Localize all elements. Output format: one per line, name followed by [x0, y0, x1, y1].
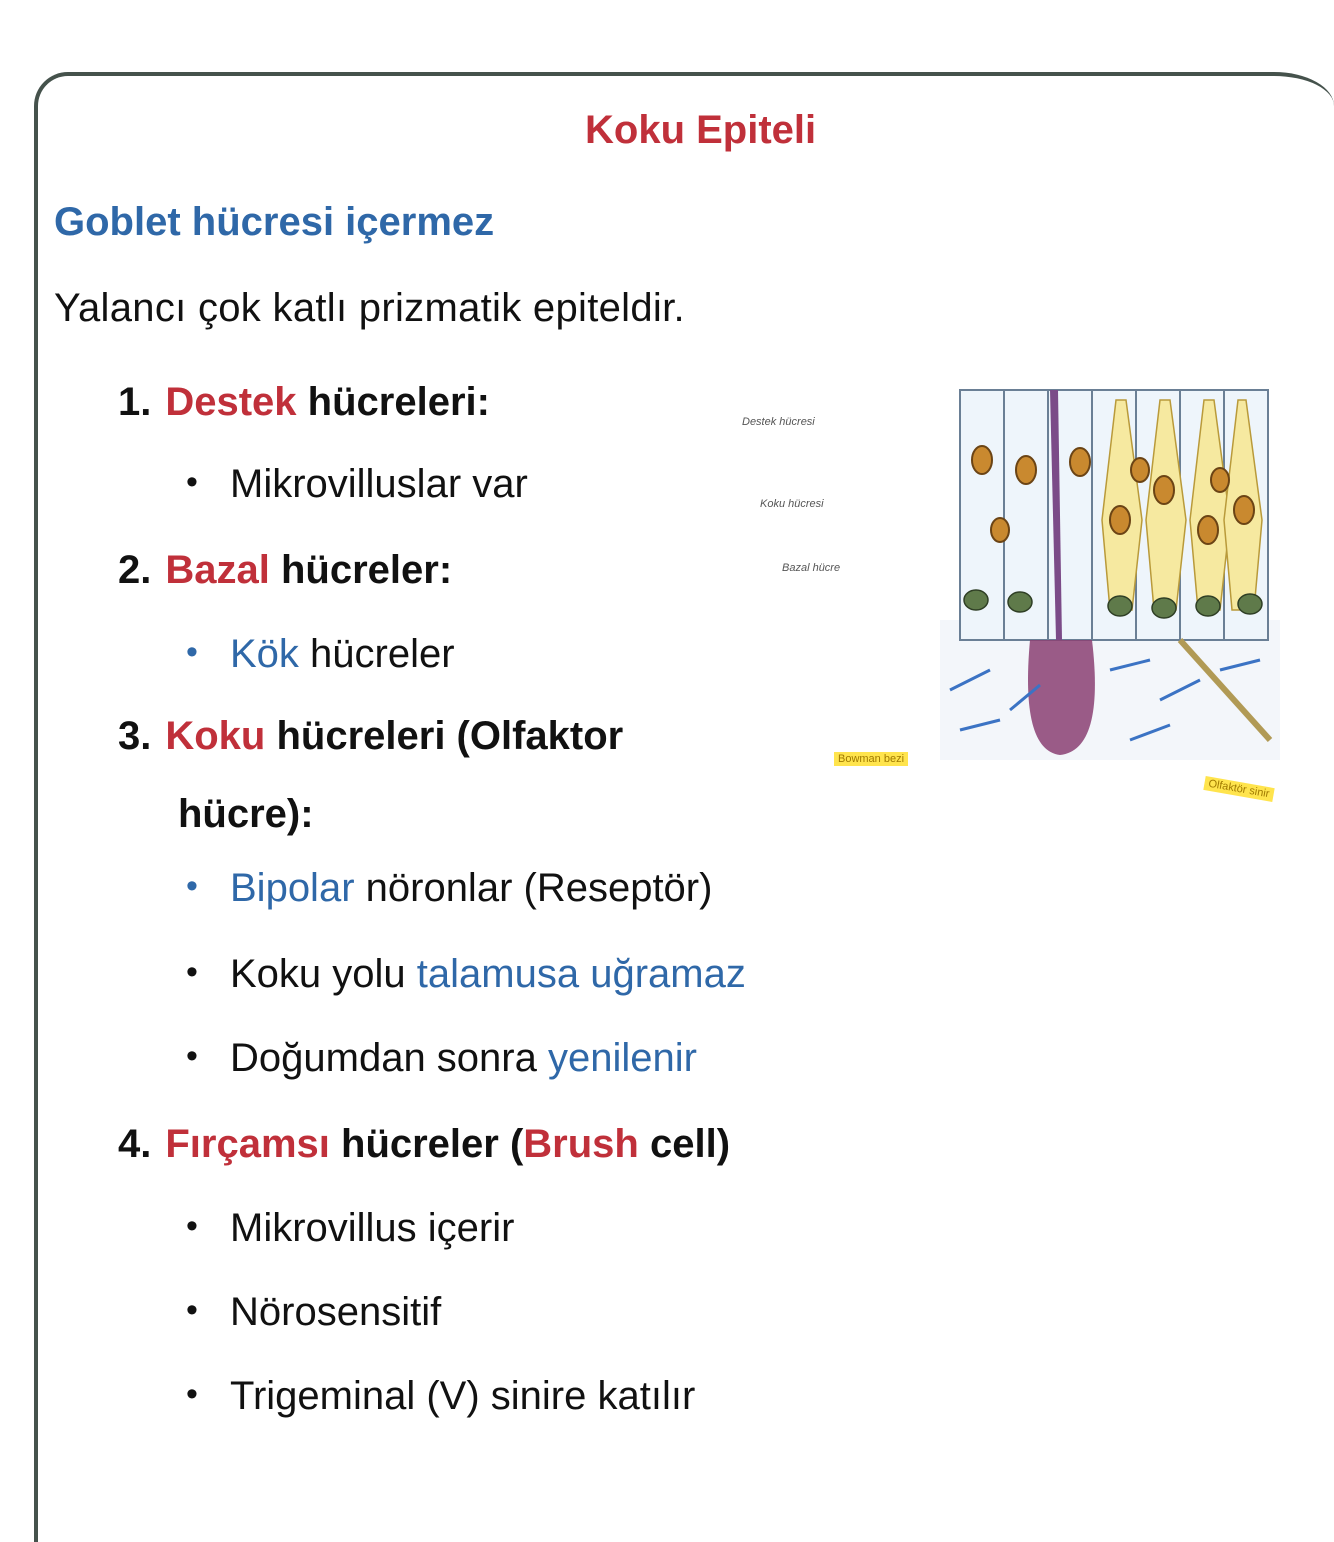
item-number: 1. [118, 380, 152, 424]
bullet-text: Doğumdan sonra [230, 1036, 548, 1080]
bullet-dot: • [186, 1375, 198, 1413]
bullet-text: Nörosensitif [230, 1290, 442, 1334]
page-title: Koku Epiteli [585, 108, 817, 152]
item-term-2: Brush [523, 1122, 639, 1166]
item-3-heading [118, 714, 623, 759]
subtitle: Goblet hücresi içermez [54, 200, 495, 244]
item-term: Bazal [165, 548, 270, 592]
item-3-bullet-2 [186, 952, 746, 997]
item-term: Koku [165, 714, 266, 758]
intro-text: Yalancı çok katlı prizmatik epiteldir. [54, 286, 685, 330]
olfactory-epithelium-figure [720, 370, 1330, 820]
item-rest: hücreler ( [329, 1122, 524, 1166]
bullet-dot: • [186, 1037, 198, 1075]
label-olfactory-cell: Koku hücresi [760, 498, 824, 510]
bullet-text-blue: yenilenir [547, 1036, 697, 1080]
label-support-cell: Destek hücresi [742, 416, 815, 428]
item-rest: hücreleri (Olfaktor [265, 714, 624, 758]
item-1-heading [118, 380, 490, 425]
label-bowman-gland: Bowman bezi [834, 752, 908, 766]
item-number: 4. [118, 1122, 152, 1166]
bullet-text: nöronlar (Reseptör) [354, 866, 713, 910]
item-4-heading [118, 1122, 730, 1167]
epithelium-illustration [920, 370, 1280, 770]
item-term: Fırçamsı [165, 1122, 330, 1166]
item-rest: hücreleri: [296, 380, 490, 424]
item-number: 2. [118, 548, 152, 592]
bullet-text: Mikrovilluslar var [230, 462, 528, 506]
bullet-text: Koku yolu [230, 952, 417, 996]
bullet-dot: • [186, 463, 198, 501]
item-2-bullet-1 [186, 632, 455, 677]
label-basal-cell: Bazal hücre [782, 562, 841, 574]
item-1-bullet-1 [186, 462, 528, 507]
item-3-bullet-1 [186, 866, 712, 911]
bullet-text: Mikrovillus içerir [230, 1206, 515, 1250]
item-4-bullet-1 [186, 1206, 514, 1251]
bullet-dot: • [186, 633, 198, 671]
item-4-bullet-3 [186, 1374, 695, 1419]
item-term: Destek [165, 380, 297, 424]
bullet-dot: • [186, 953, 198, 991]
item-3-heading-line-2: hücre): [178, 792, 314, 836]
item-4-bullet-2 [186, 1290, 441, 1335]
bullet-text-blue: Kök [230, 632, 299, 676]
item-2-heading [118, 548, 452, 593]
item-rest-2: cell) [638, 1122, 731, 1166]
label-olfactory-nerve: Olfaktör sinir [1203, 776, 1274, 802]
bullet-text: hücreler [298, 632, 455, 676]
item-number: 3. [118, 714, 152, 758]
bullet-text: Trigeminal (V) sinire katılır [230, 1374, 696, 1418]
bullet-dot: • [186, 1207, 198, 1245]
bullet-dot: • [186, 1291, 198, 1329]
item-3-bullet-3 [186, 1036, 697, 1081]
bullet-text-blue: Bipolar [230, 866, 355, 910]
bullet-text-blue: talamusa uğramaz [416, 952, 746, 996]
item-rest: hücreler: [269, 548, 453, 592]
bullet-dot: • [186, 867, 198, 905]
